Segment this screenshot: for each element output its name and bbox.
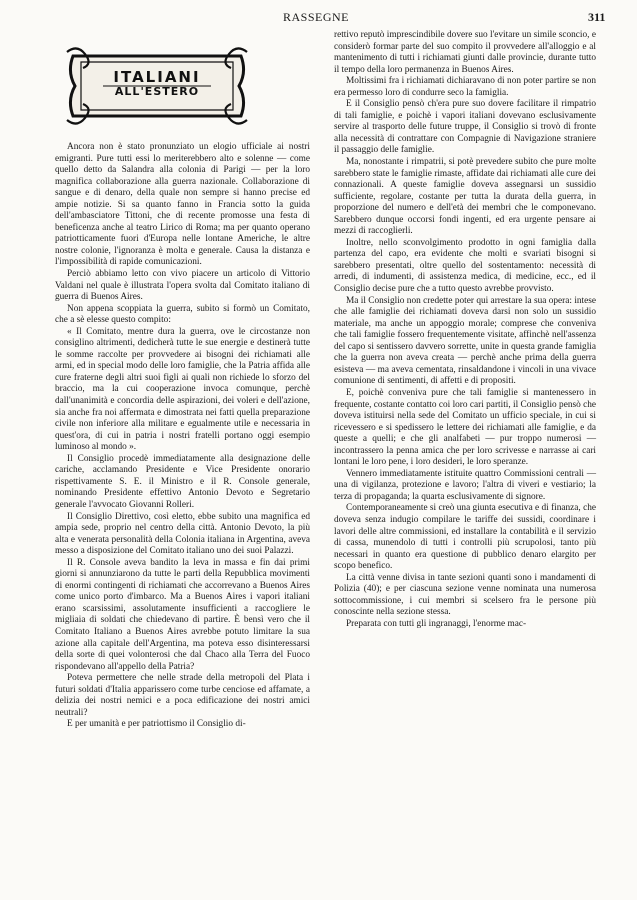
paragraph: Ancora non è stato pronunziato un elogio ufficiale ai nostri emigranti. Pure tutti essi lo meriterebbero alto e solenne — come quello detto da Salandra alla colonia di Parigi — per la loro magnifica collaborazione alla guerra nazionale. Collaborazione di sangue e di denaro, della quale non sempre si hanno precise ed ampie notizie. Si sa quanto fanno in Francia sotto la guida dell'ambasciatore Tittoni, che di recente promosse una festa di beneficenza anche al teatro Lirico di Roma; ma per quanto operano patriotticamente fuori d'Europa nelle lontane Americhe, le altre nostre colonie, l'ignoranza è molta e generale. Causa la distanza e l'impossibilità di rapide comunicazioni.	[55, 142, 310, 268]
paragraph: Ma il Consiglio non credette poter qui arrestare la sua opera: intese che alle famiglie dei richiamati doveva darsi non solo un sussidio materiale, ma anche un appoggio morale; comprese che conveniva che tali famiglie fossero frequentemente visitate, affinchè nell'assenza del capo si sentissero davvero sorrette, unite in questa grande famiglia che la guerra non aveva creata — perchè anche prima della guerra esisteva — ma aveva cementata, rinsaldandone i vincoli in una vivace comunione di sentimenti, di affetti e di propositi.	[334, 295, 596, 387]
right-column	[334, 30, 596, 630]
paragraph: Moltissimi fra i richiamati dichiaravano di non poter partire se non era permesso loro di condurre seco la famiglia.	[334, 76, 596, 98]
paragraph: Inoltre, nello sconvolgimento prodotto in ogni famiglia dalla partenza del capo, era evidente che molti e svariati bisogni si sarebbero presentati, oltre quello del sostentamento: necessità di arredi, di indumenti, di assistenza medica, di medicine, ecc., ed il Consiglio decise pure che a tutto questo avrebbe provvisto.	[334, 237, 596, 295]
quoted-paragraph: « Il Comitato, mentre dura la guerra, ove le circostanze non consiglino altrimenti, dedicherà tutte le sue energie e destinerà tutte le somme raccolte per provvedere ai bisogni dei richiamati alle armi, ed in special modo delle loro famiglie, che la Patria affida alle cure fraterne degli altri suoi figli ai quali non richiede lo sforzo del braccio, ma la cui cooperazione invoca comunque, perchè dall'unanimità e concordia delle aspirazioni, dei voleri e dell'azione, sia anche fra noi affermata e dimostrata nei fatti quella preparazione civile non inferiore alla militare e egualmente utile e necessaria in quest'ora, di cui in patria i nostri fratelli portano oggi esempio luminoso al mondo ».	[55, 326, 310, 453]
paragraph: E per umanità e per patriottismo il Consiglio di-	[67, 719, 246, 730]
paragraph: La città venne divisa in tante sezioni quanti sono i mandamenti di Polizia (40); e per ciascuna sezione venne nominata una numerosa sottocommissione, i cui membri si scelsero fra le persone più conoscinte nella sezione stessa.	[334, 572, 596, 618]
paragraph: Il Consiglio procedè immediatamente alla designazione delle cariche, acclamando Presidente e Vice Presidente onorario rispettivamente S. E. il Ministro e il R. Console generale, nominando Presidente effettivo Antonio Devoto e Segretario generale l'avvocato Giovanni Rolleri.	[55, 453, 310, 510]
paragraph: Il R. Console aveva bandito la leva in massa e fin dai primi giorni si annunziarono da tutte le parti della Repubblica movimenti di enormi contingenti di richiamati che accorrevano a Buenos Aires come unico porto d'imbarco. Ma a Buenos Aires i vapori italiani erano scarsissimi, assolutamente insufficienti a raccogliere le migliaia di soldati che chiedevano di partire. È bensì vero che il Comitato Italiano a Buenos Aires avrebbe potuto limitare la sua azione alla capitale dell'Argentina, ma poteva esso disinteressarsi della sorte di quei volonterosi che dal Chaco alla Terra del Fuoco rispondevano all'appello della Patria?	[55, 557, 310, 672]
paragraph: Non appena scoppiata la guerra, subito si formò un Comitato, che a sè elesse questo compito:	[55, 303, 310, 326]
banner-title	[63, 42, 251, 128]
banner-title-line1: ITALIANI	[113, 68, 201, 87]
paragraph: Vennero immediatamente istituite quattro Commissioni centrali — una di vigilanza, protezione e lavoro; l'altra di viveri e vestiario; la terza di propaganda; la quarta esclusivamente di signore.	[334, 468, 596, 502]
paragraph: E, poichè conveniva pure che tali famiglie si mantenessero in frequente, costante contatto coi loro cari partiti, il Consiglio pensò che doveva istituirsi nella sede del Comitato un ufficio speciale, in cui si ricevessero e si spedissero le lettere dei richiamati alle famiglie, e da queste a quelli; e che gli analfabeti — pur troppo numerosi — incontrassero la penna amica che per loro scrivesse e narrasse ai cari lontani le loro pene, i loro desideri, le loro speranze.	[334, 387, 596, 468]
paragraph: Ma, nonostante i rimpatrii, si potè prevedere subito che pure molte sarebbero state le famiglie rimaste, affidate dai richiamati alle cure dei connazionali. A queste famiglie doveva assegnarsi un sussidio sufficiente, regolare, costante per tutta la durata della guerra, in proporzione del numero e dell'età dei membri che le componevano. Sarebbero dunque occorsi fondi ingenti, ed era urgente pensare ai mezzi di raccoglierli.	[334, 157, 596, 237]
paragraph: rettivo reputò imprescindibile dovere suo l'evitare un simile sconcio, e considerò formar parte del suo compito il provvedere all'alloggio e al mantenimento di tutti i richiamati giunti dalle provincie, durante tutto il tempo della loro permanenza in Buenos Aires.	[334, 30, 596, 75]
paragraph: Preparata con tutti gli ingranaggi, l'enorme mac-	[346, 618, 527, 629]
paragraph: Perciò abbiamo letto con vivo piacere un articolo di Vittorio Valdani nel quale è illustrata l'opera svolta dal Comitato italiano di guerra di Buenos Aires.	[55, 269, 310, 303]
paragraph: Il Consiglio Direttivo, così eletto, ebbe subito una magnifica ed ampia sede, proprio nel centro della città. Antonio Devoto, la più alta e venerata personalità della Colonia italiana in Argentina, aveva messo a disposizione del Comitato italiano uno dei suoi Palazzi.	[55, 511, 310, 557]
page-number: 311	[588, 10, 606, 24]
page-header	[0, 6, 637, 26]
paragraph: E il Consiglio pensò ch'era pure suo dovere facilitare il rimpatrio di tali famiglie, e poichè i vapori italiani dovevano esclusivamente servire al trasporto delle future truppe, il Consiglio si trovò di fronte alla necessità di contrattare con Compagnie di Navigazione straniere il passaggio delle famiglie.	[334, 99, 596, 156]
paragraph: Contemporaneamente si creò una giunta esecutiva e di finanza, che doveva senza indugio compilare le tariffe dei sussidi, coordinare i lavori delle altre commissioni, ed installare la contabilità e il servizio di cassa, munendolo di tutti i controlli più scrupolosi, tanto più necessari in quanto era questione di pubblico denaro elargito per scopo benefico.	[334, 503, 596, 572]
banner-title-line2: ALL'ESTERO	[114, 85, 200, 98]
running-head: RASSEGNE	[283, 10, 350, 24]
paragraph: Poteva permettere che nelle strade della metropoli del Plata i futuri soldati d'Italia apparissero come turbe cenciose ed affamate, a delizia dei nostri nemici e a poca edificazione dei nostri amici neutrali?	[55, 673, 310, 718]
section-banner	[63, 42, 251, 128]
left-column	[55, 30, 310, 731]
